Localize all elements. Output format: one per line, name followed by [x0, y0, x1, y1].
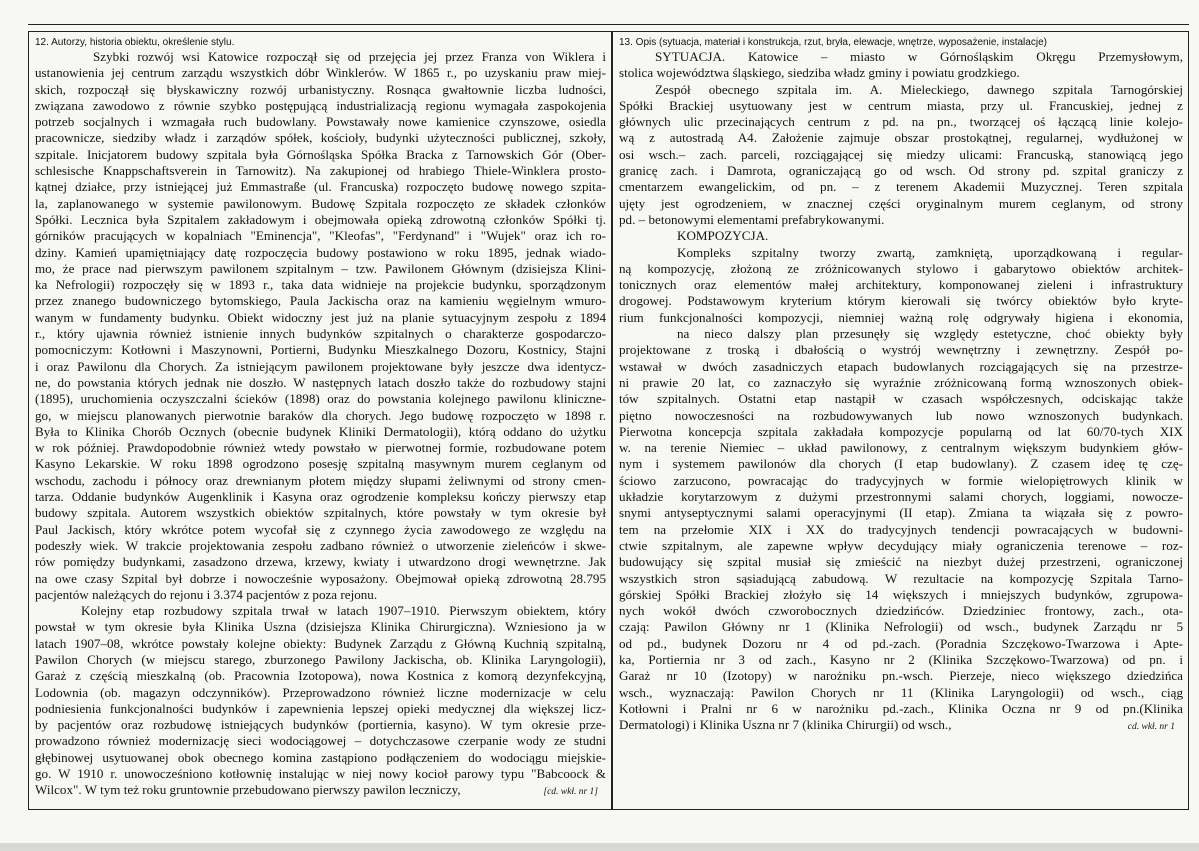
section-13-text-line: SYTUACJA. Katowice – miasto w Górnośląskim Okręgu Przemysłowym, — [655, 49, 1183, 64]
section-13-text-line: czają: Pawilon Główny nr 1 (Klinika Nefrologii) od wsch., budynek Zarządu nr 5 — [619, 619, 1183, 635]
section-13-text-line: pd. – betonowymi elementami prefabrykowanymi. — [619, 211, 885, 227]
section-12-text-line: (1895), uruchomienia oczyszczalni ścieków (1898) oraz do powstania kolejnego pawilonu kliniczne- — [35, 391, 606, 407]
section-13-text-line: Spółki Brackiej usytuowany jest w centrum miasta, przy ul. Francuskiej, jednej z — [619, 97, 1183, 113]
section-13-text-line: rium funkcjonalności kompozycji, niemniej ważną rolę odgrywały higiena i ekonomia, — [619, 309, 1183, 325]
section-13-text-line: górskiej Spółki Brackiej złożyło się 14 większych i mniejszych budynków, zgrupowa- — [619, 586, 1183, 602]
section-12-last-text: Wilcox". W tym też roku gruntownie przebudowano pierwszy pawilon leczniczy, — [35, 782, 461, 798]
section-13-text-line: Pierwotna koncepcja szpitala zakładała kompozycje popularną od lat 60/70-tych XIX — [619, 423, 1183, 439]
section-13-text-line: osi wsch.– zach. parceli, rozciągającej się miedzy ulicami: Francuską, stanowiącą jego — [619, 146, 1183, 162]
section-12-text-line: Była to Klinika Chorób Ocznych (obecnie budynek Kliniki Dermatologii), którą oddano do użytku — [35, 423, 606, 439]
section-13-text-line: stolica województwa śląskiego, siedziba władz gminy i powiatu grodzkiego. — [619, 65, 1020, 81]
section-13-text-line: nym i systemem pawilonów dla chorych (I etap budowlany). Z czasem ideę tę czę- — [619, 456, 1183, 472]
section-12-text-line: ustanowienia jej centrum zarządu wszystkich dóbr Winklerów. W 1865 r., po uzyskaniu praw miej- — [35, 65, 606, 81]
section-13-last-line — [613, 717, 1188, 735]
section-12-text-line: by pacjentów oraz rozbudowę istniejących budynków (portiernia, kasyno). W tym okresie prze- — [35, 717, 606, 733]
section-12-text-line: ne, do powstania których jednak nie doszło. W następnych latach doszło także do rozbudowy stajni — [35, 374, 606, 390]
section-12-text-line: Pawilon Chorych (w miejscu starego, zburzonego Pawilony Jackischa, ob. Klinika Laryngologii), — [35, 651, 606, 667]
section-13-text-line: ujęty jest ogrodzeniem, w znacznej części oryginalnym murem ceglanym, od strony — [619, 195, 1183, 211]
section-12-last-line — [29, 782, 611, 800]
section-13-text-line: Zespół obecnego szpitala im. A. Mieleckiego, dawnego szpitala Tarnogórskiej — [655, 81, 1183, 97]
section-12-text-line: głębinowej usytuowanej obok obecnego komina zastąpiono podłączeniem do wodociągu miejskie- — [35, 749, 606, 765]
section-13-text-line: Kotłowni i Pralni nr 6 w narożniku pd.-zach., Klinika Oczna nr 9 od pn.(Klinika — [619, 700, 1183, 716]
section-13-text-line: układzie korytarzowym z dużymi przestronnymi salami chorych, loggiami, nowocze- — [619, 489, 1183, 505]
section-13-text-line: granicę zach. i Damrota, ograniczającą go od wsch. Od strony pd. szpital graniczy z — [619, 163, 1183, 179]
section-13-text-line: drogowej. Podstawowym kryterium którym kierowali się twórcy obiektów było kryte- — [619, 293, 1183, 309]
section-12-text-line: w rok później. Prawdopodobnie również wtedy powstało w pierwotnej formie, rozbudowane potem — [35, 440, 606, 456]
section-13-text-line: piętno nowoczesności na rozbudowywanych lub nowo wznoszonych budynkach. — [619, 407, 1183, 423]
section-13-heading: 13. Opis (sytuacja, materiał i konstrukcja, rzut, bryła, elewacje, wnętrze, wyposażenie, instalacje) — [619, 37, 1047, 48]
section-12-text-line: Kolejny etap rozbudowy szpitala trwał w latach 1907–1910. Pierwszym obiektem, który — [81, 603, 606, 619]
section-12-text-line: wschodu, zachodu i północy oraz drewnianym płotem między słupami żeliwnymi od strony cmen- — [35, 472, 606, 488]
section-12-text-line: prowadzono również modernizację sieci wodociągowej – dotychczasowe czerpanie wody ze studni — [35, 733, 606, 749]
section-12-text-line: Spółki. Lecznica była Szpitalem zakładowym i obejmowała opieką zdrowotną członków Spółki tj. — [35, 211, 606, 227]
section-12-text-line: mo, że prace nad pierwszym pawilonem szpitalnym – tzw. Pawilonem Głównym (dzisiejsza Klini- — [35, 260, 606, 276]
section-12-text-line: przez znanego budowniczego bytomskiego, Paula Jackischa oraz na kamieniu węgielnym wmuro- — [35, 293, 606, 309]
section-13-text-line: w. na terenie Niemiec – układ pawilonowy, z centralnym większym budynkiem głów- — [619, 440, 1183, 456]
section-13-text-line: na nieco dalszy plan przesunęły się względy estetyczne, choć obiekty były — [677, 326, 1183, 342]
section-13-body — [613, 48, 1188, 717]
section-12-history — [28, 31, 612, 810]
section-12-text-line: dziny. Kamień upamiętniający datę rozpoczęcia budowy postawiono w roku 1895, jednak wiado- — [35, 244, 606, 260]
section-13-text-line: cmentarzem ewangelickim, od pn. – z terenem Akademii Muzycznej. Teren szpitala — [619, 179, 1183, 195]
section-12-text-line: podeszły wiek. W trakcie projektowania zespołu zadbano również o utworzenie zieleńców i skwe- — [35, 537, 606, 553]
section-12-text-line: rów pomiędzy budynkami, zasadzono drzewa, krzewy, kwiaty i utwardzono drogi wewnętrzne. Jak — [35, 554, 606, 570]
section-13-text-line: tem na przełomie XIX i XX do tradycyjnych tendencji powracających w budowni- — [619, 521, 1183, 537]
section-13-description — [612, 31, 1189, 810]
section-12-text-line: Lodownia (ob. magazyn odczynników). Przeprowadzono również liczne modernizacje w celu — [35, 684, 606, 700]
section-13-last-text: Dermatologi) i Klinika Uszna nr 7 (klinika Chirurgii) od wsch., — [619, 717, 952, 733]
section-13-text-line: wszystkich stron sąsiadującą zabudową. W rezultacie na kompozycję Szpitala Tarno- — [619, 570, 1183, 586]
section-13-text-line: ka, Portiernia nr 3 od zach., Kasyno nr 2 (Klinika Szczękowo-Twarzowa) od pn. i — [619, 651, 1183, 667]
section-12-text-line: wanym w fundamenty budynku. Obiekt widoczny jest już na planie sytuacyjnym zespołu z 1894 — [35, 309, 606, 325]
section-12-text-line: i oraz Pawilonu dla Chorych. Za istniejącym pawilonem projektowane były jeszcze dwa identycz- — [35, 358, 606, 374]
section-12-text-line: pomocniczym: Kotłowni i Maszynowni, Portierni, Budynku Mieszkalnego Dozoru, Kostnicy, Stajni — [35, 342, 606, 358]
section-12-text-line: Paul Jackisch, który wkrótce potem wycofał się z czynnego życia zawodowego ze względu na — [35, 521, 606, 537]
section-13-text-line: od pd., budynek Dozoru nr 4 od pd.-zach. (Poradnia Szczękowo-Twarzowa i Apte- — [619, 635, 1183, 651]
section-13-text-line: KOMPOZYCJA. — [677, 228, 769, 244]
section-13-text-line: budowujący się szpital musiał się zmieścić na niezbyt dużej przestrzeni, ograniczonej — [619, 554, 1183, 570]
section-12-text-line: potrzeb socjalnych i wzmagała ruch budowlany. Powstawały nowe kamienice czynszowe, osiedla — [35, 114, 606, 130]
section-12-text-line: go. W 1910 r. unowocześniono kotłownię instalując w niej nowy kocioł parowy typu "Babcoock & — [35, 766, 606, 782]
section-12-text-line: tarza. Oddanie budynków Augenklinik i Kasyna oraz ogrodzenie kompleksu kończy pierwszy etap — [35, 489, 606, 505]
section-13-text-line: wstawał w dwóch zasadniczych etapach budowlanych rozciągających się na przestrze- — [619, 358, 1183, 374]
section-13-text-line: Garaż nr 10 (Izotopy) w narożniku pn.-wsch. Pierzeje, nieco większego dziedzińca — [619, 668, 1183, 684]
section-12-text-line: kątnej działce, przy istniejącej już Emmastraße (ul. Francuska) rozpoczęto budowę nowego szpita- — [35, 179, 606, 195]
section-13-text-line: ściowo zarzucono, powracając do tradycyjnych w formie wielopiętrowych klinik w — [619, 472, 1183, 488]
section-13-text-line: tów szpitalnych. Ostatni etap nastąpił w czasach współczesnych, odciskając także — [619, 391, 1183, 407]
section-12-heading: 12. Autorzy, historia obiektu, określenie stylu. — [35, 37, 235, 48]
section-13-text-line: projektowane z troską i dbałością o wystrój wewnętrzny i zewnętrzny. Zespół po- — [619, 342, 1183, 358]
section-12-text-line: go, w miejscu planowanych pierwotnie baraków dla chorych. Jego budowę rozpoczęto w 1898 r. — [35, 407, 606, 423]
top-rule — [28, 24, 1189, 25]
section-13-text-line: Kompleks szpitalny tworzy zwartą, zamkniętą, uporządkowaną i regular- — [677, 244, 1183, 260]
section-12-body — [29, 48, 611, 782]
section-12-text-line: schlesische Knappschaftsverein in Tarnowitz). Na zakupionej od hrabiego Thiele-Winklera prosto- — [35, 163, 606, 179]
section-12-text-line: Kasyno Lekarskie. W roku 1898 ogrodzono posesję szpitalną masywnym murem ceglanym od — [35, 456, 606, 472]
section-12-text-line: latach 1907–08, wkrótce powstały kolejne obiekty: Budynek Zarządu z Główną Kuchnią szpitalną, — [35, 635, 606, 651]
section-12-text-line: la, zaplanowanego w systemie pawilonowym. Budowę Szpitala rozpoczęto ze składek członków — [35, 195, 606, 211]
section-12-text-line: związana zawodowo z równie szybko postępującą industrializacją regionu wymagała zaspokojenia — [35, 97, 606, 113]
section-12-text-line: na owe czasy Szpital był dobrze i nowocześnie wyposażony. Obejmował opieką zdrowotną 28.795 — [35, 570, 606, 586]
section-12-text-line: Szybki rozwój wsi Katowice rozpoczął się od przejęcia jej przez Franza von Wiklera i — [93, 49, 606, 64]
section-12-text-line: budowy szpitala. Autorem wszystkich obiektów szpitalnych, które powstały w tym okresie był — [35, 505, 606, 521]
section-13-text-line: ctwie szpitalnym, ale zapewne wpływ decydujący miały ograniczenia terenowe – roz- — [619, 537, 1183, 553]
section-12-text-line: szpitale. Inicjatorem budowy szpitala była Górnośląska Spółka Bracka z Tarnowskich Gór (Ober- — [35, 146, 606, 162]
section-13-continuation-note: cd. wkł. nr 1 — [1127, 722, 1175, 733]
section-13-text-line: wą z autostradą A4. Założenie zajmuje obszar prostokątnej, regularnej, wydłużonej w — [619, 130, 1183, 146]
section-12-text-line: r., który ujawnia również istnienie innych budynków szpitalnych o charakterze gospodarczo- — [35, 326, 606, 342]
section-13-text-line: głównych ulic przecinających centrum z pd. na pn., tworzącej oś łączącą linie kolejo- — [619, 114, 1183, 130]
section-12-text-line: Garaż z częścią mieszkalną (ob. Pracownia Izotopowa), nowa Kostnica z komorą dezynfekcyjną, — [35, 668, 606, 684]
section-12-text-line: ka Nefrologii) rozpoczęły się w 1893 r., taka data widnieje na projekcie budynku, sporządzonym — [35, 277, 606, 293]
section-12-text-line: górników pracujących w kopalniach "Eminencja", "Kleofas", "Ferdynand" i "Wujek" oraz ich ro- — [35, 228, 606, 244]
section-12-text-line: pacjentów należących do rejonu i 3.374 pacjentów z poza rejonu. — [35, 586, 378, 602]
section-13-text-line: tonicznych oraz elementów małej architektury, komponowanej zieleni i infrastruktury — [619, 277, 1183, 293]
section-12-text-line: powstał w tym okresie była Klinika Uszna (dzisiejsza Klinika Chirurgiczna). Wzniesiono ja w — [35, 619, 606, 635]
section-13-text-line: snymi antyseptycznymi salami operacyjnymi (II etap). Zmiana ta wiązała się z powro- — [619, 505, 1183, 521]
section-13-text-line: nych wokół dwóch czworobocznych dziedzińców. Dziedziniec frontowy, zach., ota- — [619, 603, 1183, 619]
section-13-text-line: ną kompozycję, złożoną ze zróżnicowanych stylowo i gabarytowo obiektów architek- — [619, 260, 1183, 276]
scan-bottom-edge — [0, 843, 1199, 851]
section-12-continuation-note: [cd. wkł. nr 1] — [543, 787, 598, 798]
section-13-text-line: ni prawie 20 lat, co zaznaczyło się wyraźnie zróżnicowaną formą wznoszonych obiek- — [619, 374, 1183, 390]
section-12-text-line: skich, rozpoczął się błyskawiczny rozwój urbanistyczny. Rosnąca gwałtownie liczba ludności, — [35, 81, 606, 97]
section-12-text-line: pracownicze, siedziby władz i zarządów spółek, kościoły, budynki użyteczności publicznej, szkoły, — [35, 130, 606, 146]
section-13-text-line: wsch., wyznaczają: Pawilon Chorych nr 11 (Klinika Laryngologii) od wsch., ciąg — [619, 684, 1183, 700]
section-12-text-line: podniesienia funkcjonalności budynków i zapewnienia lepszej opieki medycznej dla większej licz- — [35, 700, 606, 716]
